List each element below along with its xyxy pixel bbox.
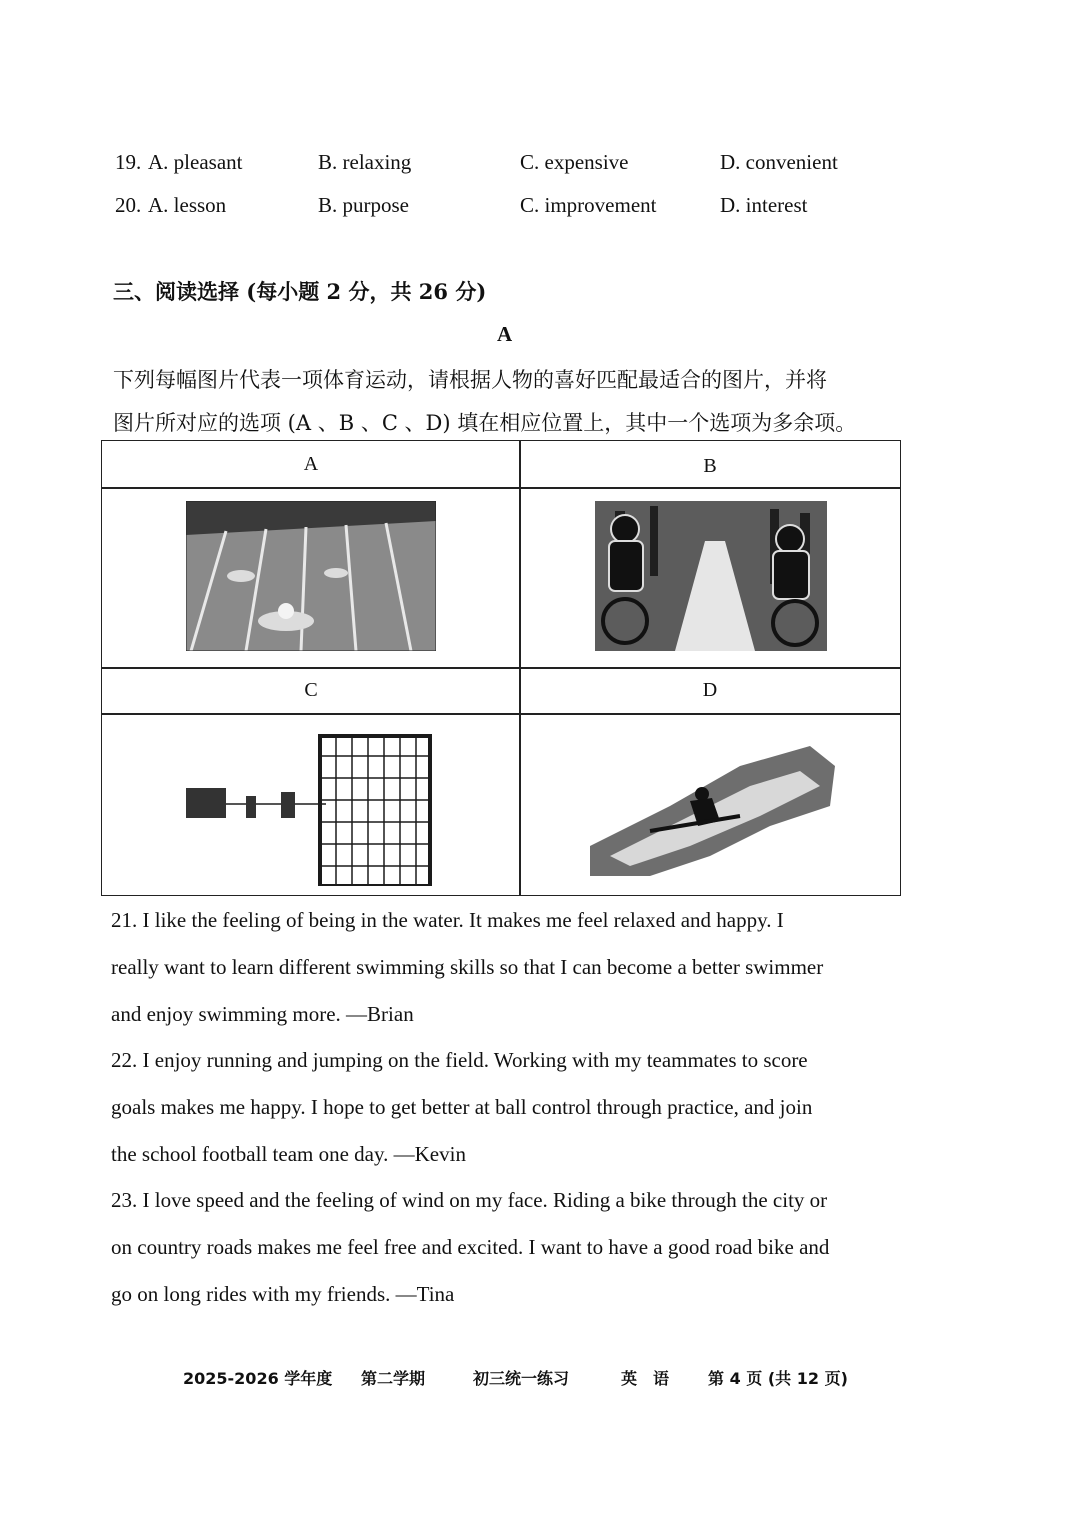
picture-grid [101,440,901,896]
grid-divider [102,713,900,715]
section-title: 三、阅读选择 (每小题 2 分，共 26 分) [113,279,487,304]
question-line: really want to learn different swimming skills so that I can become a better swimmer [111,955,824,979]
option-b: B. relaxing [318,150,412,174]
options-row-19 [0,150,1080,184]
options-row-20 [0,193,1080,227]
grid-divider [102,487,900,489]
option-c: C. improvement [520,193,657,217]
footer-year: 2025-2026 学年度 [183,1369,333,1388]
option-a: A. lesson [148,193,227,217]
footer-term: 第二学期 [361,1369,426,1388]
instruction-line-2: 图片所对应的选项 (A 、B 、C 、D) 填在相应位置上，其中一个选项为多余项。 [113,411,857,435]
page-footer [0,1366,1080,1390]
option-d: D. interest [720,193,808,217]
question-line: 21. I like the feeling of being in the water. It makes me feel relaxed and happy. I [111,908,784,932]
cell-label-b: B [703,455,717,477]
cell-label-c: C [304,679,318,701]
option-a: A. pleasant [148,150,243,174]
grid-divider [102,667,900,669]
football-goal-picture [186,726,436,886]
swimming-picture [186,501,436,651]
footer-page: 第 4 页 (共 12 页) [708,1369,848,1388]
question-line: and enjoy swimming more. —Brian [111,1002,414,1026]
question-line: on country roads makes me feel free and excited. I want to have a good road bike and [111,1235,830,1259]
question-line: the school football team one day. —Kevin [111,1142,466,1166]
question-line: 22. I enjoy running and jumping on the field. Working with my teammates to score [111,1048,808,1072]
cell-label-a: A [303,453,319,475]
footer-subject: 英 语 [621,1369,670,1388]
question-line: go on long rides with my friends. —Tina [111,1282,455,1306]
cycling-picture [595,501,827,651]
option-d: D. convenient [720,150,838,174]
question-line: goals makes me happy. I hope to get better at ball control through practice, and join [111,1095,813,1119]
option-c: C. expensive [520,150,629,174]
question-21 [111,897,911,1038]
question-number: 20. [115,193,142,217]
question-23 [111,1177,911,1318]
question-line: 23. I love speed and the feeling of wind on my face. Riding a bike through the city or [111,1188,828,1212]
question-22 [111,1037,911,1178]
cell-label-d: D [702,679,718,701]
question-number: 19. [115,150,142,174]
skiing-picture [590,736,840,886]
option-b: B. purpose [318,193,409,217]
instruction-line-1: 下列每幅图片代表一项体育运动，请根据人物的喜好匹配最适合的图片，并将 [113,368,827,392]
passage-label: A [497,322,513,346]
footer-exam: 初三统一练习 [473,1369,570,1388]
